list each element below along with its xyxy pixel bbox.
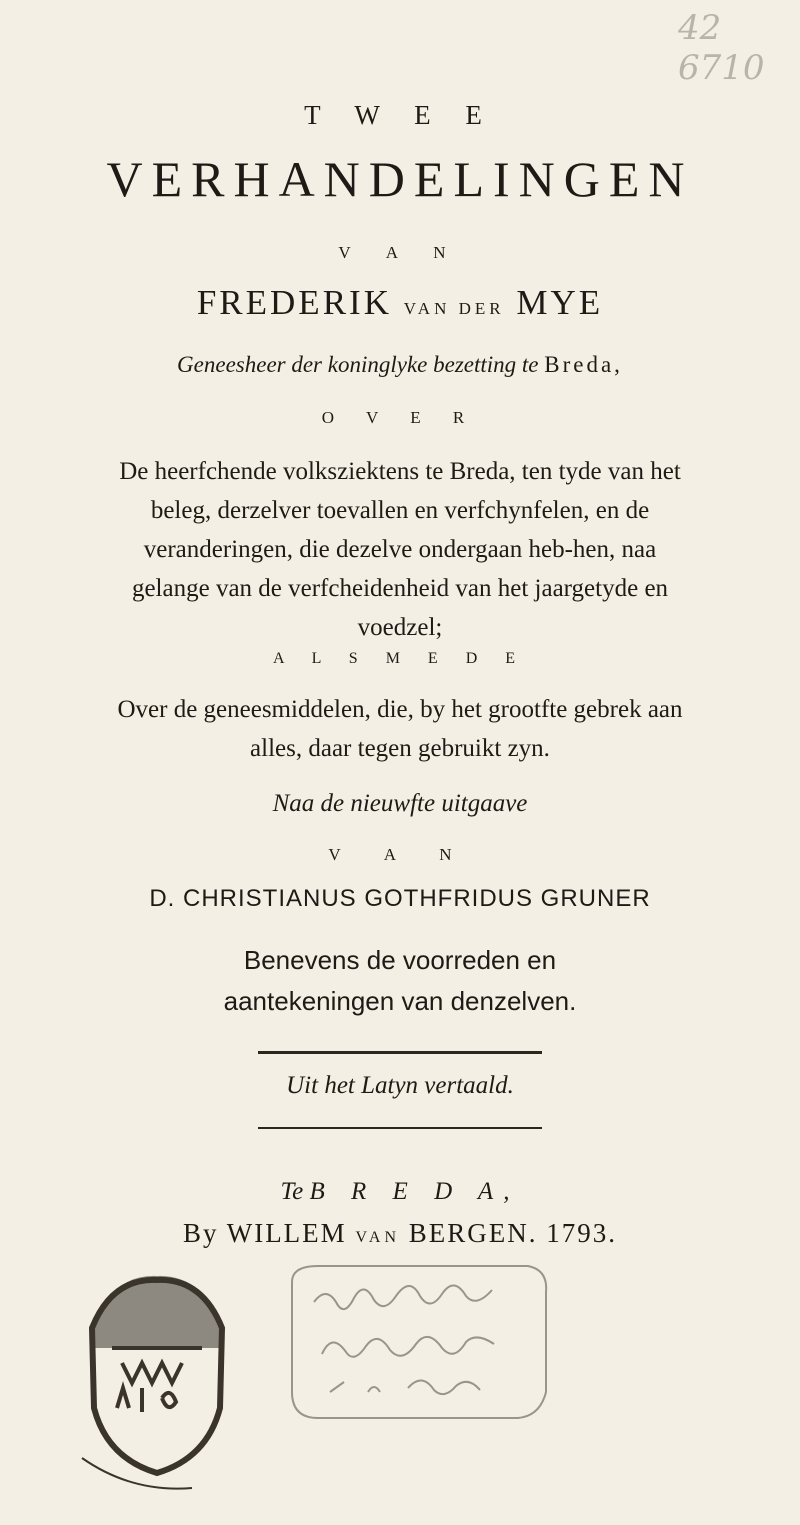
section-over: O V E R <box>321 408 479 427</box>
imprint-printer-line <box>0 1218 800 1249</box>
main-subject-text: De heerfchende volksziektens te Breda, ten tyde van het beleg, derzelver toevallen en verfchynfelen, en de veranderingen, die dezelve ondergaan heb-hen, naa gelange van de verfcheidenheid van het jaargetyde en voedzel; <box>119 458 681 641</box>
edition-line: Naa de nieuwfte uitgaave <box>272 790 528 817</box>
imprint-year: 1793. <box>546 1218 618 1248</box>
printer-name: WILLEM <box>226 1218 347 1248</box>
imprint-by: By <box>182 1218 219 1248</box>
imprint-city: B R E D A, <box>309 1178 520 1205</box>
editor-name: D. CHRISTIANUS GOTHFRIDUS GRUNER <box>149 885 651 912</box>
library-stamp-icon <box>72 1258 242 1498</box>
secondary-subject-text: Over de geneesmiddelen, die, by het grootfte gebrek aan alles, daar tegen gebruikt zyn. <box>117 696 683 762</box>
author-first-name: FREDERIK <box>196 283 392 322</box>
additions-line: Benevens de voorreden en aantekeningen van denzelven. <box>223 945 577 1016</box>
author-description <box>0 352 800 378</box>
author-place: Breda, <box>544 352 623 377</box>
title-twee: T W E E <box>304 100 496 130</box>
title-van: V A N <box>338 243 462 262</box>
translation-note: Uit het Latyn vertaald. <box>286 1072 514 1099</box>
author-name <box>0 283 800 323</box>
printer-particle: VAN <box>355 1229 401 1246</box>
title-verhandelingen: VERHANDELINGEN <box>106 151 694 207</box>
author-role: Geneesheer der koninglyke bezetting te <box>177 352 539 377</box>
section-als-mede: A L S M E D E <box>272 650 528 667</box>
author-particle: VAN DER <box>403 299 505 318</box>
divider-rule-top <box>258 1051 542 1054</box>
divider-rule-bottom <box>258 1127 542 1129</box>
printer-surname: BERGEN. <box>408 1218 538 1248</box>
edition-van: V A N <box>328 845 472 864</box>
imprint-city-line <box>0 1178 800 1206</box>
handwritten-shelfmark: 42 6710 <box>678 8 765 88</box>
imprint-te: Te <box>280 1178 304 1205</box>
author-last-name: MYE <box>516 283 604 322</box>
handwritten-signature-box <box>278 1262 560 1422</box>
